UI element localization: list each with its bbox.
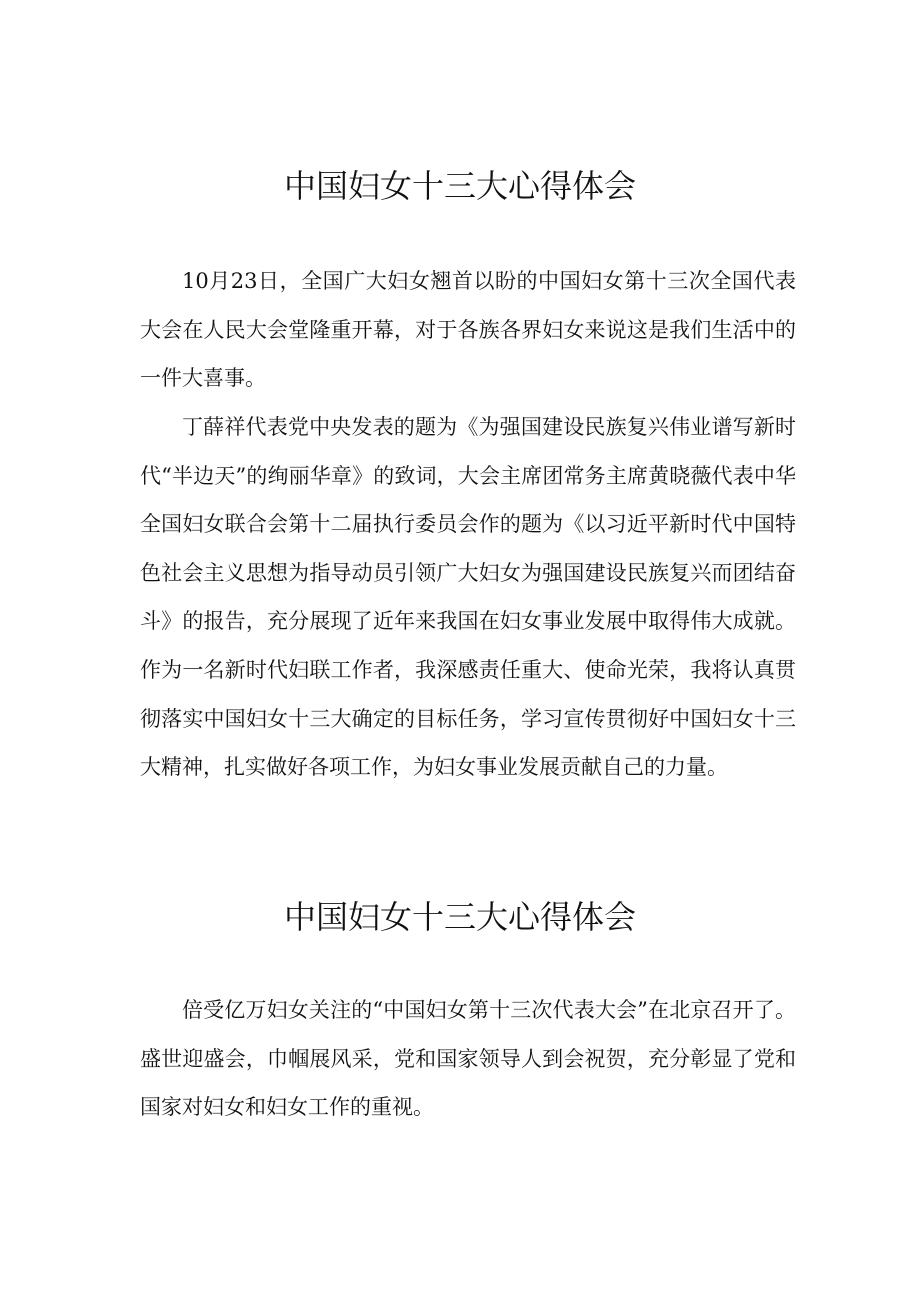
body-paragraph: 10月23日，全国广大妇女翘首以盼的中国妇女第十三次全国代表大会在人民大会堂隆重开幕，对于各族各界妇女来说这是我们生活中的一件大喜事。 (140, 269, 796, 391)
section-title: 中国妇女十三大心得体会 (283, 898, 636, 936)
section-title: 中国妇女十三大心得体会 (283, 167, 636, 205)
body-paragraph: 丁薛祥代表党中央发表的题为《为强国建设民族复兴伟业谱写新时代“半边天”的绚丽华章》的致词，大会主席团常务主席黄晓薇代表中华全国妇女联合会第十二届执行委员会作的题为《以习近平新时代中国特色社会主义思想为指导动员引领广大妇女为强国建设民族复兴而团结奋斗》的报告，充分展现了近年来我国在妇女事业发展中取得伟大成就。作为一名新时代妇联工作者，我深感责任重大、使命光荣，我将认真贯彻落实中国妇女十三大确定的目标任务，学习宣传贯彻好中国妇女十三大精神，扎实做好各项工作，为妇女事业发展贡献自己的力量。 (140, 415, 796, 780)
body-paragraph: 倍受亿万妇女关注的“中国妇女第十三次代表大会”在北京召开了。盛世迎盛会，巾帼展风采，党和国家领导人到会祝贺，充分彰显了党和国家对妇女和妇女工作的重视。 (140, 998, 796, 1120)
